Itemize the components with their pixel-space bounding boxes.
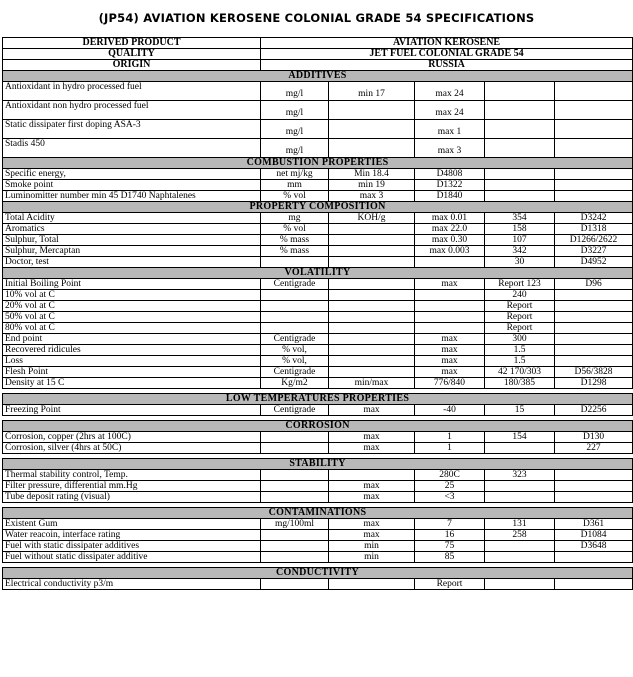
section-header-row (3, 71, 633, 82)
value-cell: 75 (415, 541, 485, 552)
method-cell: D1266/2622 (555, 235, 633, 246)
value-cell: Report (415, 579, 485, 590)
value-cell: max 1 (415, 120, 485, 139)
limit-cell: max (329, 519, 415, 530)
table-row (3, 481, 633, 492)
unit-cell: mg/l (261, 139, 329, 158)
limit-cell: max (329, 443, 415, 454)
table-row (3, 378, 633, 389)
limit-cell (329, 356, 415, 367)
method-cell: D4952 (555, 257, 633, 268)
property-cell: Fuel with static dissipater additives (3, 541, 261, 552)
result-cell (485, 180, 555, 191)
method-cell: D96 (555, 279, 633, 290)
unit-cell (261, 301, 329, 312)
property-cell: 20% vol at C (3, 301, 261, 312)
value-cell: 776/840 (415, 378, 485, 389)
property-cell: Corrosion, copper (2hrs at 100C) (3, 432, 261, 443)
value-cell: max (415, 279, 485, 290)
table-row (3, 101, 633, 120)
property-cell: Tube deposit rating (visual) (3, 492, 261, 503)
table-row (3, 257, 633, 268)
property-cell: Corrosion, silver (4hrs at 50C) (3, 443, 261, 454)
result-cell (485, 552, 555, 563)
section-header-row (3, 268, 633, 279)
unit-cell: mg/100ml (261, 519, 329, 530)
table-row (3, 492, 633, 503)
unit-cell: Centigrade (261, 367, 329, 378)
section-title: VOLATILITY (3, 268, 633, 279)
value-cell: 16 (415, 530, 485, 541)
method-cell: D2256 (555, 405, 633, 416)
method-cell: D3227 (555, 246, 633, 257)
limit-cell: min 19 (329, 180, 415, 191)
method-cell (555, 334, 633, 345)
property-cell: Sulphur, Total (3, 235, 261, 246)
table-row (3, 169, 633, 180)
unit-cell: % mass (261, 246, 329, 257)
method-cell: 227 (555, 443, 633, 454)
document-title: (JP54) AVIATION KEROSENE COLONIAL GRADE 54 SPECIFICATIONS (98, 11, 535, 25)
unit-cell: Kg/m2 (261, 378, 329, 389)
value-cell: D4808 (415, 169, 485, 180)
unit-cell (261, 579, 329, 590)
value-cell: max 0.30 (415, 235, 485, 246)
unit-cell (261, 257, 329, 268)
table-row (3, 301, 633, 312)
unit-cell: mg (261, 213, 329, 224)
property-cell: Thermal stability control, Temp. (3, 470, 261, 481)
value-cell: max 24 (415, 82, 485, 101)
unit-cell: % vol, (261, 356, 329, 367)
method-cell (555, 120, 633, 139)
property-cell: Sulphur, Mercaptan (3, 246, 261, 257)
unit-cell: Centigrade (261, 405, 329, 416)
result-cell (485, 443, 555, 454)
table-row (3, 530, 633, 541)
property-cell: Luminomitter number min 45 D1740 Naphtalenes (3, 191, 261, 202)
limit-cell: min (329, 552, 415, 563)
value-cell: max (415, 367, 485, 378)
table-row (3, 139, 633, 158)
property-cell: Water reacoin, interface rating (3, 530, 261, 541)
property-cell: 50% vol at C (3, 312, 261, 323)
unit-cell: mg/l (261, 120, 329, 139)
limit-cell (329, 279, 415, 290)
method-cell (555, 579, 633, 590)
table-row (3, 432, 633, 443)
property-cell: Flesh Point (3, 367, 261, 378)
section-header-row (3, 421, 633, 432)
table-row (3, 191, 633, 202)
value-cell: 280C (415, 470, 485, 481)
table-row (3, 180, 633, 191)
value-cell: D1322 (415, 180, 485, 191)
property-cell: Total Acidity (3, 213, 261, 224)
result-cell (485, 82, 555, 101)
limit-cell (329, 323, 415, 334)
unit-cell: % vol, (261, 345, 329, 356)
property-cell: 10% vol at C (3, 290, 261, 301)
value-cell: 25 (415, 481, 485, 492)
value-cell: 1 (415, 443, 485, 454)
unit-cell: mg/l (261, 82, 329, 101)
header-label: QUALITY (3, 49, 261, 60)
table-row (3, 443, 633, 454)
property-cell: Fuel without static dissipater additive (3, 552, 261, 563)
value-cell: D1840 (415, 191, 485, 202)
result-cell: 107 (485, 235, 555, 246)
header-row-quality (3, 49, 633, 60)
property-cell: Antioxidant in hydro processed fuel (3, 82, 261, 101)
limit-cell: min (329, 541, 415, 552)
header-label: DERIVED PRODUCT (3, 38, 261, 49)
value-cell (415, 323, 485, 334)
limit-cell: KOH/g (329, 213, 415, 224)
table-row (3, 541, 633, 552)
result-cell: 354 (485, 213, 555, 224)
table-row (3, 345, 633, 356)
method-cell: D1318 (555, 224, 633, 235)
value-cell: max (415, 345, 485, 356)
result-cell: 180/385 (485, 378, 555, 389)
method-cell (555, 470, 633, 481)
result-cell (485, 541, 555, 552)
limit-cell (329, 334, 415, 345)
property-cell: Filter pressure, differential mm.Hg (3, 481, 261, 492)
unit-cell (261, 470, 329, 481)
result-cell: 30 (485, 257, 555, 268)
value-cell: max (415, 334, 485, 345)
value-cell: max 24 (415, 101, 485, 120)
limit-cell (329, 139, 415, 158)
section-title: STABILITY (3, 459, 633, 470)
limit-cell (329, 312, 415, 323)
value-cell: max (415, 356, 485, 367)
value-cell: max 0.003 (415, 246, 485, 257)
limit-cell (329, 120, 415, 139)
method-cell: D130 (555, 432, 633, 443)
section-header-row (3, 202, 633, 213)
property-cell: Electrical conductivity p3/m (3, 579, 261, 590)
section-header-row (3, 158, 633, 169)
method-cell (555, 180, 633, 191)
table-row (3, 312, 633, 323)
unit-cell (261, 432, 329, 443)
result-cell: 1.5 (485, 345, 555, 356)
method-cell (555, 191, 633, 202)
section-title: COMBUSTION PROPERTIES (3, 158, 633, 169)
result-cell: Report (485, 323, 555, 334)
limit-cell (329, 579, 415, 590)
unit-cell: net mj/kg (261, 169, 329, 180)
section-title: CONTAMINATIONS (3, 508, 633, 519)
table-row (3, 323, 633, 334)
unit-cell (261, 530, 329, 541)
table-row (3, 290, 633, 301)
method-cell (555, 356, 633, 367)
method-cell: D56/3828 (555, 367, 633, 378)
table-row (3, 367, 633, 378)
result-cell (485, 101, 555, 120)
unit-cell: Centigrade (261, 279, 329, 290)
table-row (3, 405, 633, 416)
limit-cell: max 3 (329, 191, 415, 202)
table-row (3, 224, 633, 235)
unit-cell (261, 312, 329, 323)
section-header-row (3, 508, 633, 519)
property-cell: Initial Boiling Point (3, 279, 261, 290)
unit-cell (261, 492, 329, 503)
table-row (3, 279, 633, 290)
result-cell (485, 120, 555, 139)
table-row (3, 519, 633, 530)
method-cell (555, 82, 633, 101)
result-cell (485, 492, 555, 503)
header-row-origin (3, 60, 633, 71)
method-cell (555, 345, 633, 356)
property-cell: End point (3, 334, 261, 345)
header-value: JET FUEL COLONIAL GRADE 54 (261, 49, 633, 60)
table-row (3, 246, 633, 257)
method-cell (555, 323, 633, 334)
method-cell (555, 290, 633, 301)
result-cell (485, 169, 555, 180)
property-cell: Doctor, test (3, 257, 261, 268)
value-cell: max 0.01 (415, 213, 485, 224)
unit-cell: % vol (261, 224, 329, 235)
section-title: CONDUCTIVITY (3, 568, 633, 579)
property-cell: Smoke point (3, 180, 261, 191)
table-row (3, 213, 633, 224)
method-cell (555, 552, 633, 563)
limit-cell: min/max (329, 378, 415, 389)
property-cell: Antioxidant non hydro processed fuel (3, 101, 261, 120)
property-cell: Density at 15 C (3, 378, 261, 389)
section-title: LOW TEMPERATURES PROPERTIES (3, 394, 633, 405)
result-cell (485, 191, 555, 202)
limit-cell: max (329, 492, 415, 503)
value-cell: <3 (415, 492, 485, 503)
table-row (3, 579, 633, 590)
method-cell (555, 312, 633, 323)
limit-cell: max (329, 481, 415, 492)
unit-cell (261, 481, 329, 492)
limit-cell (329, 257, 415, 268)
method-cell (555, 139, 633, 158)
property-cell: Specific energy, (3, 169, 261, 180)
header-label: ORIGIN (3, 60, 261, 71)
result-cell (485, 579, 555, 590)
property-cell: Existent Gum (3, 519, 261, 530)
value-cell: max 3 (415, 139, 485, 158)
unit-cell: mm (261, 180, 329, 191)
result-cell: 240 (485, 290, 555, 301)
limit-cell: max (329, 432, 415, 443)
unit-cell (261, 443, 329, 454)
result-cell: 154 (485, 432, 555, 443)
limit-cell: max (329, 405, 415, 416)
unit-cell: mg/l (261, 101, 329, 120)
header-value: AVIATION KEROSENE (261, 38, 633, 49)
method-cell (555, 301, 633, 312)
method-cell: D361 (555, 519, 633, 530)
result-cell: Report (485, 312, 555, 323)
unit-cell: % mass (261, 235, 329, 246)
specifications-table (2, 37, 633, 590)
result-cell: 42 170/303 (485, 367, 555, 378)
limit-cell (329, 224, 415, 235)
result-cell: 258 (485, 530, 555, 541)
property-cell: Freezing Point (3, 405, 261, 416)
property-cell: 80% vol at C (3, 323, 261, 334)
unit-cell: Centigrade (261, 334, 329, 345)
limit-cell (329, 367, 415, 378)
unit-cell (261, 323, 329, 334)
limit-cell: max (329, 530, 415, 541)
limit-cell (329, 246, 415, 257)
unit-cell (261, 541, 329, 552)
result-cell (485, 139, 555, 158)
limit-cell (329, 301, 415, 312)
result-cell: 1.5 (485, 356, 555, 367)
method-cell (555, 169, 633, 180)
table-row (3, 552, 633, 563)
value-cell: max 22.0 (415, 224, 485, 235)
table-row (3, 120, 633, 139)
value-cell (415, 257, 485, 268)
method-cell (555, 481, 633, 492)
limit-cell (329, 101, 415, 120)
unit-cell (261, 552, 329, 563)
value-cell: 7 (415, 519, 485, 530)
result-cell: Report (485, 301, 555, 312)
value-cell (415, 301, 485, 312)
specifications-body (3, 38, 633, 590)
method-cell (555, 101, 633, 120)
value-cell (415, 290, 485, 301)
method-cell: D3242 (555, 213, 633, 224)
result-cell (485, 481, 555, 492)
header-row-derived-product (3, 38, 633, 49)
property-cell: Static dissipater first doping ASA-3 (3, 120, 261, 139)
method-cell: D1084 (555, 530, 633, 541)
property-cell: Aromatics (3, 224, 261, 235)
property-cell: Recovered ridicules (3, 345, 261, 356)
limit-cell (329, 235, 415, 246)
result-cell: 300 (485, 334, 555, 345)
limit-cell: Min 18.4 (329, 169, 415, 180)
unit-cell: % vol (261, 191, 329, 202)
property-cell: Loss (3, 356, 261, 367)
section-title: PROPERTY COMPOSITION (3, 202, 633, 213)
header-value: RUSSIA (261, 60, 633, 71)
value-cell (415, 312, 485, 323)
result-cell: 342 (485, 246, 555, 257)
table-row (3, 235, 633, 246)
section-header-row (3, 568, 633, 579)
value-cell: 85 (415, 552, 485, 563)
section-header-row (3, 394, 633, 405)
limit-cell (329, 345, 415, 356)
value-cell: -40 (415, 405, 485, 416)
limit-cell (329, 470, 415, 481)
result-cell: 323 (485, 470, 555, 481)
section-title: ADDITIVES (3, 71, 633, 82)
table-row (3, 356, 633, 367)
result-cell: Report 123 (485, 279, 555, 290)
result-cell: 158 (485, 224, 555, 235)
table-row (3, 470, 633, 481)
unit-cell (261, 290, 329, 301)
section-title: CORROSION (3, 421, 633, 432)
method-cell (555, 492, 633, 503)
limit-cell (329, 290, 415, 301)
value-cell: 1 (415, 432, 485, 443)
table-row (3, 82, 633, 101)
table-row (3, 334, 633, 345)
method-cell: D1298 (555, 378, 633, 389)
result-cell: 15 (485, 405, 555, 416)
method-cell: D3648 (555, 541, 633, 552)
result-cell: 131 (485, 519, 555, 530)
limit-cell: min 17 (329, 82, 415, 101)
property-cell: Stadis 450 (3, 139, 261, 158)
section-header-row (3, 459, 633, 470)
